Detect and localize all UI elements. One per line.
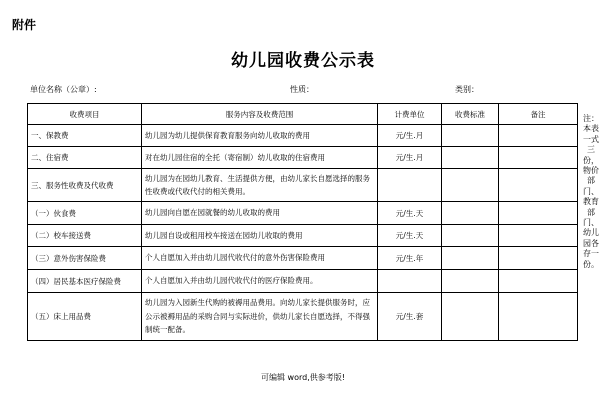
category-label: 类别： [455,85,479,94]
fee-item: 二、住宿费 [28,147,142,169]
fee-remark[interactable] [499,125,578,147]
fee-standard[interactable] [442,270,499,293]
table-row [28,147,578,169]
fee-unit: 元/生.月 [378,125,442,147]
fee-standard[interactable] [442,147,499,169]
table-header-row [28,104,578,125]
fee-item: （一）伙食费 [28,202,142,225]
fee-service: 幼儿园自设或租用校车接送在园幼儿收取的费用 [142,225,378,247]
fee-standard[interactable] [442,125,499,147]
fee-table [27,103,578,341]
column-header-remark: 备注 [499,104,578,125]
fee-unit: 元/生.年 [378,247,442,270]
table-row [28,202,578,225]
page-title: 幼儿园收费公示表 [231,51,375,71]
fee-unit [378,169,442,202]
fee-service: 个人自愿加入并由幼儿园代收代付的医疗保险费用。 [142,270,378,293]
fee-standard[interactable] [442,225,499,247]
nature-label: 性质： [290,85,314,94]
attachment-label: 附件 [12,18,37,32]
fee-remark[interactable] [499,147,578,169]
fee-item: 一、保教费 [28,125,142,147]
fee-unit: 元/生.套 [378,293,442,341]
fee-service: 幼儿园为入园新生代购的被褥用品费用。向幼儿家长提供服务时，应公示被褥用品的采购合同与实际进价，供幼儿家长自愿选择，不得强制统一配备。 [142,293,378,341]
fee-service: 个人自愿加入并由幼儿园代收代付的意外伤害保险费用 [142,247,378,270]
fee-item: （三）意外伤害保险费 [28,247,142,270]
table-row [28,247,578,270]
fee-standard[interactable] [442,293,499,341]
fee-standard[interactable] [442,247,499,270]
fee-service: 幼儿园为在园幼儿教育、生活提供方便，由幼儿家长自愿选择的服务性收费或代收代付的相关费用。 [142,169,378,202]
fee-remark[interactable] [499,225,578,247]
fee-remark[interactable] [499,202,578,225]
fee-standard[interactable] [442,169,499,202]
fee-item: （二）校车接送费 [28,225,142,247]
column-header-unit: 计费单位 [378,104,442,125]
table-row [28,169,578,202]
table-row [28,293,578,341]
fee-item: （四）居民基本医疗保险费 [28,270,142,293]
fee-unit [378,270,442,293]
column-header-service: 服务内容及收费范围 [142,104,378,125]
table-row [28,225,578,247]
footer-note: 可编辑 word,供参考版! [261,373,345,382]
fee-service: 幼儿园向自愿在园就餐的幼儿收取的费用 [142,202,378,225]
fee-remark[interactable] [499,247,578,270]
fee-remark[interactable] [499,169,578,202]
unit-name-label: 单位名称（公章）: [30,85,97,94]
side-note: 注：本表一式三份，物价部门、教育部门、幼儿园各存一份。 [583,114,599,269]
column-header-item: 收费项目 [28,104,142,125]
column-header-standard: 收费标准 [442,104,499,125]
fee-unit: 元/生.天 [378,225,442,247]
fee-unit: 元/生.天 [378,202,442,225]
fee-remark[interactable] [499,293,578,341]
fee-item: （五）床上用品费 [28,293,142,341]
fee-service: 对在幼儿园住宿的全托（寄宿制）幼儿收取的住宿费用 [142,147,378,169]
fee-remark[interactable] [499,270,578,293]
fee-service: 幼儿园为幼儿提供保育教育服务向幼儿收取的费用 [142,125,378,147]
fee-standard[interactable] [442,202,499,225]
table-row [28,125,578,147]
table-row [28,270,578,293]
fee-item: 三、服务性收费及代收费 [28,169,142,202]
fee-unit: 元/生.月 [378,147,442,169]
